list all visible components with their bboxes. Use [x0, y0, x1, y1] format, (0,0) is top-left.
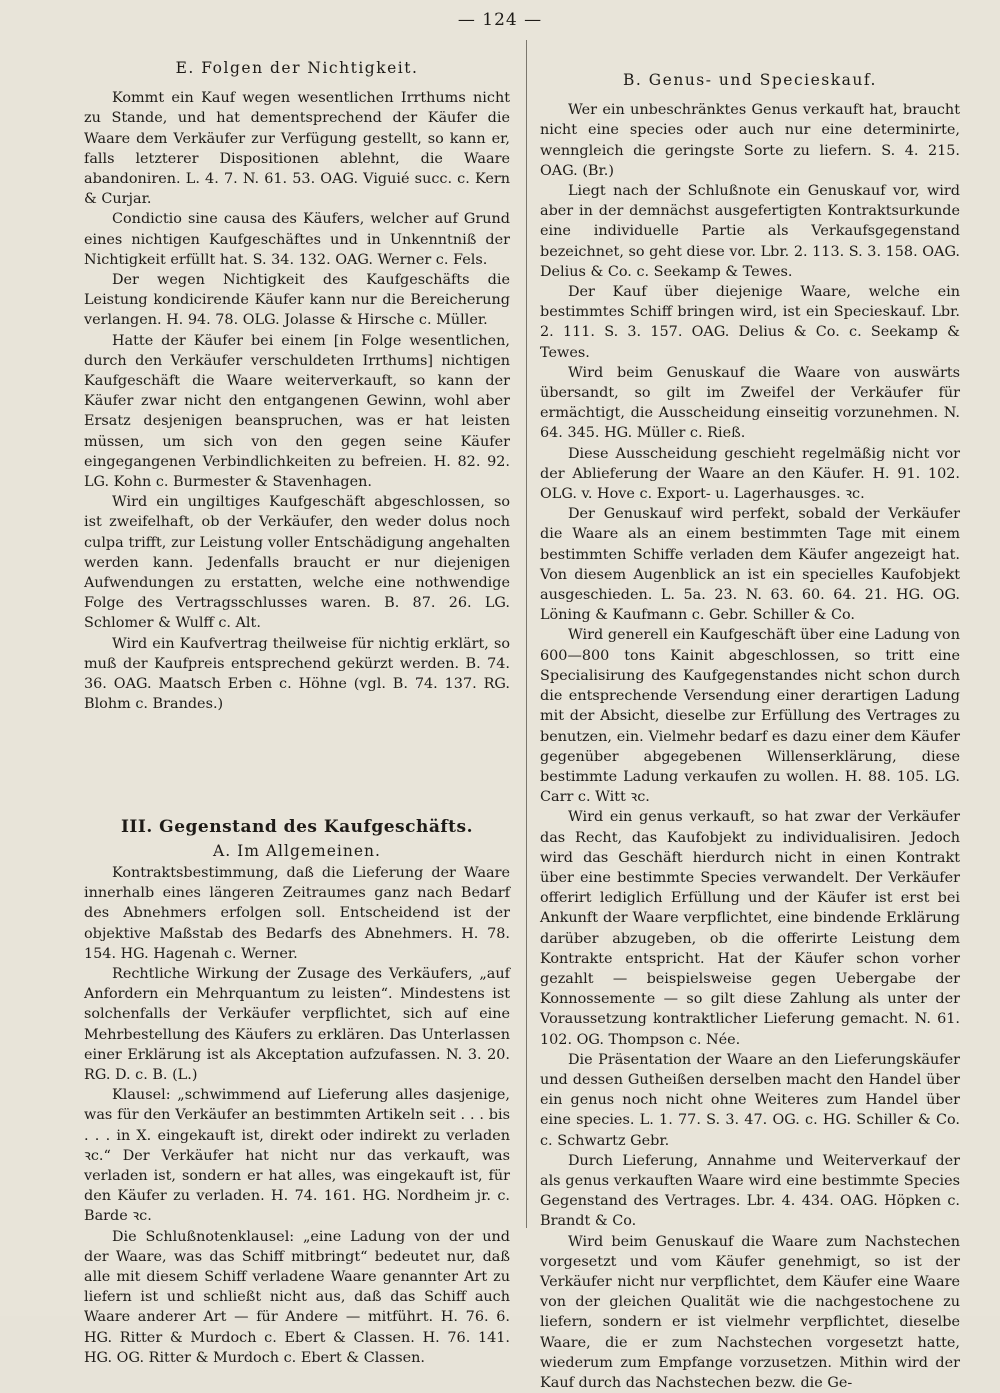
paragraph: Wird ein Kaufvertrag theilweise für nichtig erklärt, so muß der Kaufpreis entsprechend gekürzt werden. B. 74. 36. OAG. Maatsch Erben c. Höhne (vgl. B. 74. 137. RG. Blohm c. Brandes.): [84, 635, 510, 713]
section-heading-b: B. Genus- und Specieskauf.: [623, 71, 877, 89]
chapter-heading-iii: III. Gegenstand des Kaufgeschäfts.: [120, 816, 473, 837]
paragraph: Wird ein genus verkauft, so hat zwar der Verkäufer das Recht, das Kaufobjekt zu individualisiren. Jedoch wird das Geschäft hierdurch nicht in einen Kontrakt über eine bestimmte Species verwandelt. Der Verkäufer offerirt lediglich Erfüllung und der Käufer ist erst bei Ankunft der Waare verpflichtet, eine bindende Erklärung darüber abzugeben, ob die offerirte Leistung dem Kontrakte entspricht. Hat der Käufer schon vorher gezahlt — beispielsweise gegen Uebergabe der Konnossemente — so gilt diese Zahlung als unter der Voraussetzung kontraktlicher Lieferung gemacht. N. 61. 102. OG. Thompson c. Née.: [540, 809, 960, 1048]
paragraph: Wer ein unbeschränktes Genus verkauft hat, braucht nicht eine species oder auch nur eine determinirte, wenngleich die geringste Sorte zu liefern. S. 4. 215. OAG. (Br.): [540, 102, 960, 179]
paragraph: Kontraktsbestimmung, daß die Lieferung der Waare innerhalb eines längeren Zeitraumes ganz nach Bedarf des Abnehmers erfolgen soll. Entscheidend ist der objektive Maßstab des Bedarfs des Abnehmers. H. 78. 154. HG. Hagenah c. Werner.: [84, 864, 510, 962]
paragraph: Diese Ausscheidung geschieht regelmäßig nicht vor der Ablieferung der Waare an den Käufer. H. 91. 102. OLG. v. Hove c. Export- u. Lagerhausges. ꝛc.: [540, 445, 960, 503]
paragraph: Liegt nach der Schlußnote ein Genuskauf vor, wird aber in der demnächst ausgefertigten Kontraktsurkunde eine individuelle Partie als Verkaufsgegenstand bezeichnet, so geht diese vor. Lbr. 2. 113. S. 3. 158. OAG. Delius & Co. c. Seekamp & Tewes.: [540, 183, 960, 280]
page-number: — 124 —: [457, 10, 543, 30]
column-divider: [526, 40, 527, 1228]
paragraph: Der Genuskauf wird perfekt, sobald der Verkäufer die Waare als an einem bestimmten Tage mit einem bestimmten Schiffe verladen dem Käufer angezeigt hat. Von diesem Augenblick an ist ein specielles Kaufobjekt ausgeschieden. L. 5a. 23. N. 63. 60. 64. 21. HG. OG. Löning & Kaufmann c. Gebr. Schiller & Co.: [540, 506, 960, 624]
paragraph: Die Präsentation der Waare an den Lieferungskäufer und dessen Gutheißen derselben macht den Handel über ein genus noch nicht ohne Weiteres zum Handel über eine species. L. 1. 77. S. 3. 47. OG. c. HG. Schiller & Co. c. Schwartz Gebr.: [540, 1051, 960, 1149]
paragraph: Wird generell ein Kaufgeschäft über eine Ladung von 600—800 tons Kainit abgeschlossen, so tritt eine Specialisirung des Kaufgegenstandes nicht schon durch die entsprechende Versendung einer derartigen Ladung mit der Absicht, dieselbe zur Erfüllung des Vertrages zu benutzen, ein. Vielmehr bedarf es dazu einer dem Käufer gegenüber abgegebenen Willenserklärung, diese bestimmte Ladung verkaufen zu wollen. H. 88. 105. LG. Carr c. Witt ꝛc.: [540, 627, 960, 806]
section-gap: [84, 715, 510, 817]
right-column: [540, 70, 960, 1393]
paragraph: Durch Lieferung, Annahme und Weiterverkauf der als genus verkauften Waare wird eine bestimmte Species Gegenstand des Vertrages. Lbr. 4. 434. OAG. Höpken c. Brandt & Co.: [540, 1152, 960, 1230]
paragraph: Wird beim Genuskauf die Waare von auswärts übersandt, so gilt im Zweifel der Verkäufer für ermächtigt, die Ausscheidung einseitig vorzunehmen. N. 64. 345. HG. Müller c. Rieß.: [540, 364, 960, 442]
section-heading-e: E. Folgen der Nichtigkeit.: [175, 59, 419, 77]
paragraph: Der wegen Nichtigkeit des Kaufgeschäfts die Leistung kondicirende Käufer kann nur die Bereicherung verlangen. H. 94. 78. OLG. Jolasse & Hirsche c. Müller.: [84, 272, 510, 329]
left-column: [84, 58, 510, 1368]
paragraph: Rechtliche Wirkung der Zusage des Verkäufers, „auf Anfordern ein Mehrquantum zu leisten“. Mindestens ist solchenfalls der Verkäufer verpflichtet, sich auf eine Mehrbestellung des Käufers zu erklären. Das Unterlassen einer Erklärung ist als Akceptation aufzufassen. N. 3. 20. RG. D. c. B. (L.): [84, 965, 510, 1083]
paragraph: Condictio sine causa des Käufers, welcher auf Grund eines nichtigen Kaufgeschäftes und in Unkenntniß der Nichtigkeit erfüllt hat. S. 34. 132. OAG. Werner c. Fels.: [84, 211, 510, 268]
paragraph: Hatte der Käufer bei einem [in Folge wesentlichen, durch den Verkäufer verschuldeten Irrthums] nichtigen Kaufgeschäft die Waare weiterverkauft, so kann der Käufer zwar nicht den entgangenen Gewinn, wohl aber Ersatz desjenigen beanspruchen, was er hat leisten müssen, um sich von den gegen seine Käufer eingegangenen Verbindlichkeiten zu befreien. H. 82. 92. LG. Kohn c. Burmester & Stavenhagen.: [84, 332, 510, 491]
paragraph: Die Schlußnotenklausel: „eine Ladung von der und der Waare, was das Schiff mitbringt“ bedeutet nur, daß alle mit diesem Schiff verladene Waare genannter Art zu liefern ist und schließt nicht aus, daß das Schiff auch Waare anderer Art — für Andere — mitführt. H. 76. 6. HG. Ritter & Murdoch c. Ebert & Classen. H. 76. 141. HG. OG. Ritter & Murdoch c. Ebert & Classen.: [84, 1228, 510, 1366]
paragraph: Wird ein ungiltiges Kaufgeschäft abgeschlossen, so ist zweifelhaft, ob der Verkäufer, den weder dolus noch culpa trifft, zur Leistung voller Entschädigung angehalten werden kann. Jedenfalls braucht er nur diejenigen Aufwendungen zu erstatten, welche eine nothwendige Folge des Vertragsschlusses waren. B. 87. 26. LG. Schlomer & Wulff c. Alt.: [84, 494, 510, 632]
subheading-a: A. Im Allgemeinen.: [213, 841, 381, 860]
paragraph: Wird beim Genuskauf die Waare zum Nachstechen vorgesetzt und vom Käufer genehmigt, so ist der Verkäufer nicht nur verpflichtet, dem Käufer eine Waare von der gleichen Qualität wie die nachgestochene zu liefern, sondern er ist vielmehr verpflichtet, dieselbe Waare, die er zum Nachstechen vorgesetzt hatte, wiederum zum Empfange vorzusetzen. Mithin wird der Kauf durch das Nachstechen bezw. die Ge-: [540, 1233, 960, 1391]
paragraph: Der Kauf über diejenige Waare, welche ein bestimmtes Schiff bringen wird, ist ein Specieskauf. Lbr. 2. 111. S. 3. 157. OAG. Delius & Co. c. Seekamp & Tewes.: [540, 284, 960, 361]
paragraph: Kommt ein Kauf wegen wesentlichen Irrthums nicht zu Stande, und hat dementsprechend der Käufer die Waare dem Verkäufer zur Verfügung gestellt, so kann er, falls letzterer Dispositionen ablehnt, die Waare abandoniren. L. 4. 7. N. 61. 53. OAG. Viguié succ. c. Kern & Curjar.: [84, 90, 510, 208]
paragraph: Klausel: „schwimmend auf Lieferung alles dasjenige, was für den Verkäufer an bestimmten Artikeln seit . . . bis . . . in X. eingekauft ist, direkt oder indirekt zu verladen ꝛc.“ Der Verkäufer hat nicht nur das verkauft, was verladen ist, sondern er hat alles, was eingekauft ist, für den Käufer zu verladen. H. 74. 161. HG. Nordheim jr. c. Barde ꝛc.: [84, 1087, 510, 1225]
